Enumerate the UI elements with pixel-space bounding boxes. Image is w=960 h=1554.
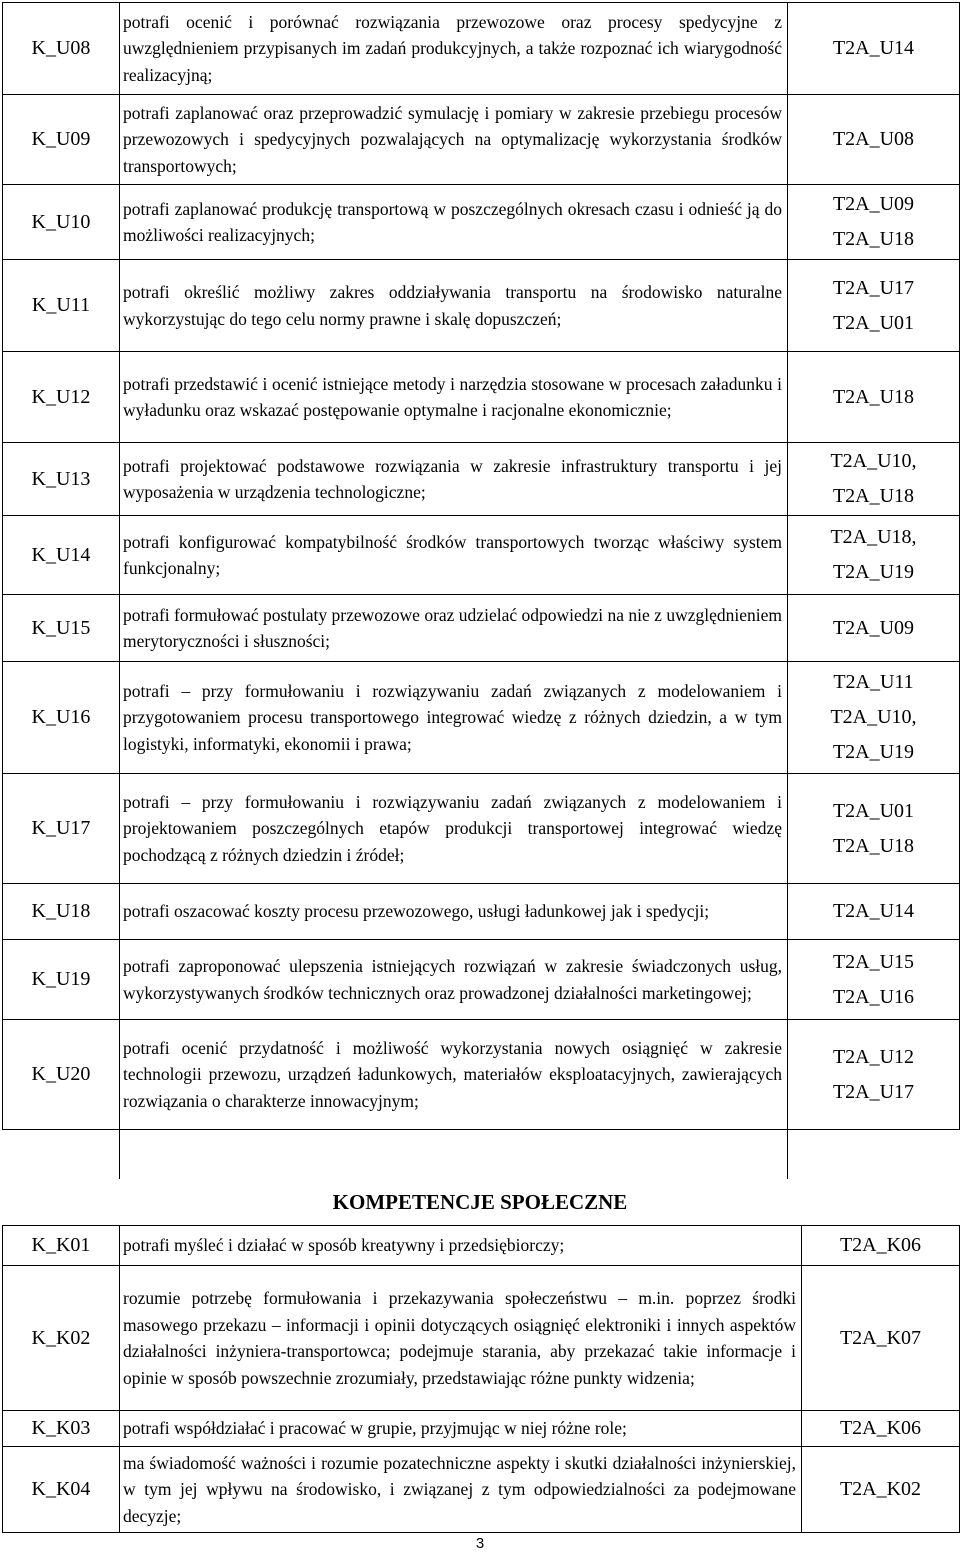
outcome-code: K_U08 [3,3,120,95]
outcome-references [788,352,960,443]
outcome-description: potrafi formułować postulaty przewozowe oraz udzielać odpowiedzi na nie z uwzględnieniem merytoryczności i słuszności; [120,595,788,662]
reference-code: T2A_U19 [832,561,915,583]
outcome-references [788,662,960,774]
outcome-code: K_U20 [3,1020,120,1130]
outcome-description: potrafi ocenić i porównać rozwiązania przewozowe oraz procesy spedycyjne z uwzględnieniem przypisanych im zadań produkcyjnych, a także rozpoznać ich wiarygodność realizacyjną; [120,3,788,95]
outcome-references [788,774,960,884]
reference-code: T2A_U15 [832,950,915,973]
table-row [3,595,960,662]
table-row [3,884,960,940]
outcome-code: K_U14 [3,516,120,595]
outcome-code: K_K02 [3,1266,120,1411]
outcome-code: K_U19 [3,940,120,1020]
reference-code: T2A_U16 [832,985,915,1008]
reference-code: T2A_U14 [832,37,915,59]
outcome-code: K_U09 [3,95,120,185]
reference-code: T2A_U11 [833,671,914,693]
outcome-description: potrafi oszacować koszty procesu przewozowego, usługi ładunkowej jak i spedycji; [120,884,788,940]
section-title: KOMPETENCJE SPOŁECZNE [332,1190,628,1214]
reference-code: T2A_U18, [830,526,917,548]
table-row [3,1226,960,1266]
table-row [3,443,960,516]
outcome-references [802,1447,960,1533]
outcome-code: K_U11 [3,260,120,352]
outcome-code: K_U18 [3,884,120,940]
competences-table [2,1225,960,1533]
outcome-code: K_K03 [3,1411,120,1447]
outcome-references [788,595,960,662]
table-row [3,1447,960,1533]
blank-row [3,1130,960,1180]
outcome-description: potrafi – przy formułowaniu i rozwiązywaniu zadań związanych z modelowaniem i przygotowaniem procesu transportowego integrować wiedzę z różnych dziedzin, a w tym logistyki, informatyki, ekonomii i prawa; [120,662,788,774]
outcome-description: potrafi zaplanować produkcję transportową w poszczególnych okresach czasu i odnieść ją do możliwości realizacyjnych; [120,185,788,260]
reference-code: T2A_K06 [839,1417,922,1439]
outcome-description: potrafi zaproponować ulepszenia istniejących rozwiązań w zakresie świadczonych usług, wykorzystywanych środków technicznych oraz prowadzonej działalności marketingowej; [120,940,788,1020]
skills-table [2,2,960,1179]
outcome-code: K_U16 [3,662,120,774]
reference-code: T2A_U17 [832,1080,915,1103]
table-row [3,3,960,95]
outcome-description: potrafi współdziałać i pracować w grupie, przyjmując w niej różne role; [120,1411,802,1447]
outcome-references [788,95,960,185]
reference-code: T2A_U12 [832,1045,915,1068]
outcome-code: K_U12 [3,352,120,443]
reference-code: T2A_U01 [832,799,915,822]
blank-cell [788,1130,960,1180]
outcome-description: potrafi projektować podstawowe rozwiązania w zakresie infrastruktury transportu i jej wyposażenia w urządzenia technologiczne; [120,443,788,516]
outcome-code: K_U13 [3,443,120,516]
outcome-description: potrafi ocenić przydatność i możliwość wykorzystania nowych osiągnięć w zakresie technologii przewozu, urządzeń ładunkowych, materiałów eksploatacyjnych, zawierających rozwiązania o charakterze innowacyjnym; [120,1020,788,1130]
reference-code: T2A_U14 [832,900,915,922]
reference-code: T2A_K02 [839,1478,922,1500]
table-row [3,185,960,260]
page-number: 3 [475,1535,485,1552]
table-row [3,95,960,185]
outcome-description: ma świadomość ważności i rozumie pozatechniczne aspekty i skutki działalności inżynierskiej, w tym jej wpływu na środowisko, i związanej z tym odpowiedzialności za podejmowane decyzje; [120,1447,802,1533]
reference-code: T2A_U18 [832,485,915,507]
table-row [3,940,960,1020]
outcome-references [788,884,960,940]
outcome-description: potrafi konfigurować kompatybilność środków transportowych tworząc właściwy system funkcjonalny; [120,516,788,595]
outcome-code: K_K04 [3,1447,120,1533]
reference-code: T2A_U18 [832,834,915,857]
outcome-references [802,1226,960,1266]
outcome-references [788,516,960,595]
table-row [3,662,960,774]
reference-code: T2A_U10, [830,450,917,472]
outcome-references [802,1266,960,1411]
reference-code: T2A_K06 [839,1234,922,1256]
outcome-description: potrafi myśleć i działać w sposób kreatywny i przedsiębiorczy; [120,1226,802,1266]
table-row [3,1266,960,1411]
reference-code: T2A_U09 [832,616,915,639]
reference-code: T2A_U08 [832,128,915,150]
outcome-references [788,443,960,516]
table-row [3,352,960,443]
reference-code: T2A_U18 [832,385,915,408]
table-row [3,774,960,884]
table-row [3,1411,960,1447]
outcome-description: potrafi określić możliwy zakres oddziaływania transportu na środowisko naturalne wykorzystując do tego celu normy prawne i skalę dopuszczeń; [120,260,788,352]
table-row [3,1020,960,1130]
reference-code: T2A_U09 [832,193,915,215]
outcome-description: rozumie potrzebę formułowania i przekazywania społeczeństwu – m.in. poprzez środki masowego przekazu – informacji i opinii dotyczących osiągnięć elektroniki i innych aspektów działalności inżyniera-transportowca; podejmuje starania, aby przekazać takie informacje i opinie w sposób powszechnie zrozumiały, przedstawiając różne punkty widzenia; [120,1266,802,1411]
reference-code: T2A_U01 [832,311,915,334]
outcome-description: potrafi przedstawić i ocenić istniejące metody i narzędzia stosowane w procesach załadunku i wyładunku oraz wskazać postępowanie optymalne i racjonalne ekonomicznie; [120,352,788,443]
outcome-description: potrafi zaplanować oraz przeprowadzić symulację i pomiary w zakresie przebiegu procesów przewozowych i spedycyjnych pozwalających na optymalizację wykorzystania środków transportowych; [120,95,788,185]
blank-cell [3,1130,120,1180]
outcome-references [788,260,960,352]
outcome-references [802,1411,960,1447]
outcome-references [788,940,960,1020]
outcome-references [788,185,960,260]
table-row [3,260,960,352]
table-row [3,516,960,595]
outcome-code: K_U10 [3,185,120,260]
reference-code: T2A_U17 [832,276,915,299]
reference-code: T2A_K07 [839,1326,922,1349]
outcome-code: K_K01 [3,1226,120,1266]
outcome-references [788,1020,960,1130]
reference-code: T2A_U18 [832,228,915,250]
outcome-references [788,3,960,95]
outcome-code: K_U17 [3,774,120,884]
reference-code: T2A_U10, [830,706,917,728]
blank-cell [120,1130,788,1180]
outcome-description: potrafi – przy formułowaniu i rozwiązywaniu zadań związanych z modelowaniem i projektowaniem poszczególnych etapów produkcji transportowej integrować wiedzę pochodzącą z różnych dziedzin i źródeł; [120,774,788,884]
reference-code: T2A_U19 [832,741,915,763]
outcome-code: K_U15 [3,595,120,662]
